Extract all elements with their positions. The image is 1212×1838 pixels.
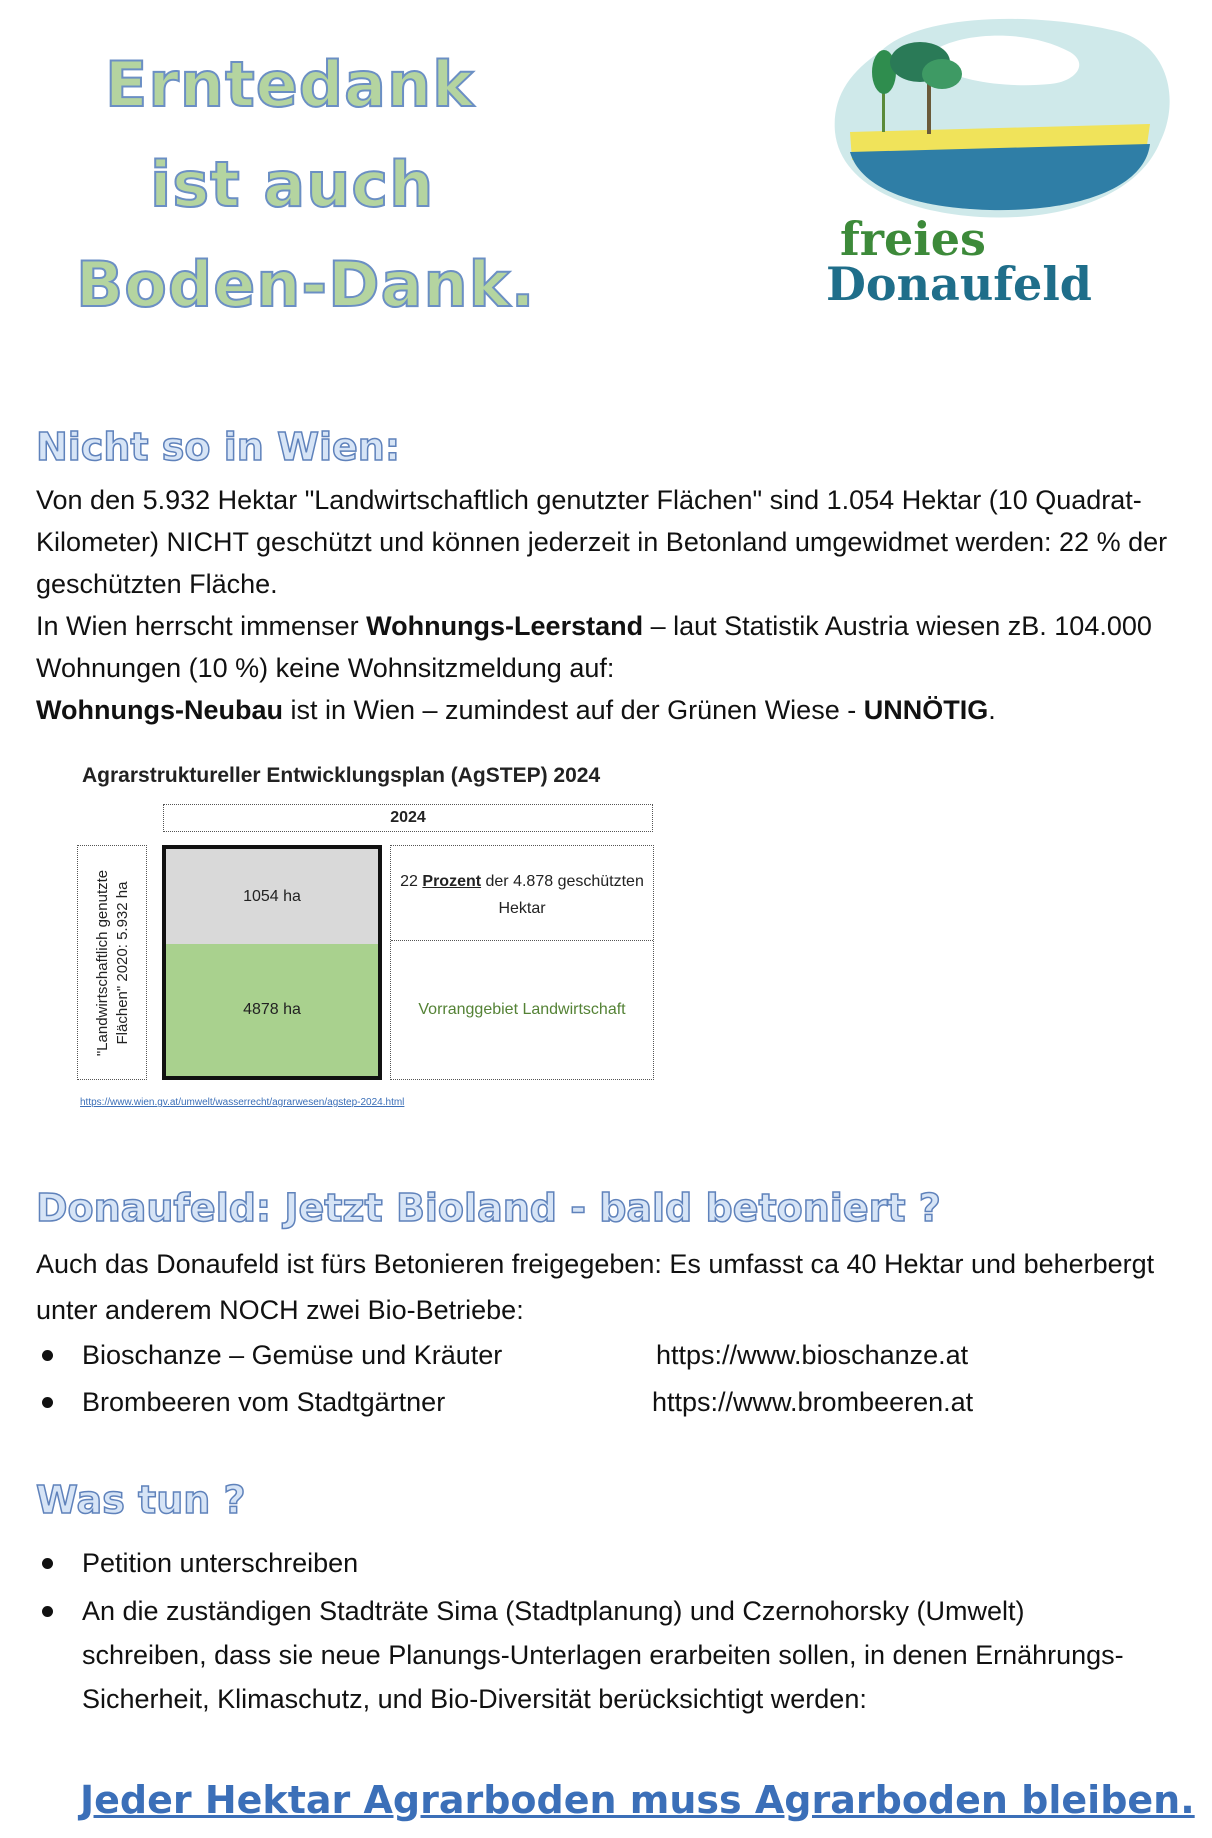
- title-line-2: ist auch: [150, 148, 435, 221]
- section2-list: [36, 1332, 1176, 1426]
- bullet-icon: [42, 1558, 53, 1569]
- logo-word-freies: freies: [840, 212, 986, 266]
- list-item: [36, 1332, 1176, 1379]
- section1-paragraph-2: In Wien herrscht immenser Wohnungs-Leerstand – laut Statistik Austria wiesen zB. 104.000 Wohnungen (10 %) keine Wohnsitzmeldung auf:: [36, 611, 1152, 683]
- section1-paragraph-3: Wohnungs-Neubau ist in Wien – zumindest auf der Grünen Wiese - UNNÖTIG.: [36, 695, 996, 725]
- chart-source-link[interactable]: https://www.wien.gv.at/umwelt/wasserrecht/agrarwesen/agstep-2024.html: [80, 1097, 405, 1108]
- chart-note-4878: Vorranggebiet Landwirtschaft: [418, 1001, 626, 1018]
- chart-side-label: "Landwirtschaftlich genutzte Flächen" 2020: 5.932 ha: [94, 869, 131, 1057]
- farm-name: Brombeeren vom Stadtgärtner: [82, 1387, 446, 1417]
- chart-side-label-box: [77, 845, 147, 1080]
- list-item: [36, 1379, 1176, 1426]
- chart-notes-box: [390, 845, 654, 1080]
- section3-heading: Was tun ?: [36, 1478, 246, 1522]
- chart-note-1054: 22 Prozent der 4.878 geschützten Hektar: [400, 873, 644, 917]
- farm-url[interactable]: https://www.brombeeren.at: [652, 1387, 974, 1417]
- logo-word-donaufeld: Donaufeld: [826, 257, 1092, 311]
- chart-bar-1054: 1054 ha: [166, 849, 378, 944]
- bullet-icon: [42, 1606, 53, 1617]
- title-line-1: Erntedank: [105, 48, 475, 121]
- action-text: Petition unterschreiben: [82, 1548, 359, 1578]
- list-item: [36, 1541, 1146, 1585]
- chart-bar-4878: 4878 ha: [166, 944, 378, 1076]
- section2-paragraph: Auch das Donaufeld ist fürs Betonieren freigegeben: Es umfasst ca 40 Hektar und beherbergt unter anderem NOCH zwei Bio-Betriebe:: [36, 1249, 1155, 1325]
- logo: [820, 12, 1180, 312]
- bullet-icon: [42, 1350, 53, 1361]
- farm-url[interactable]: https://www.bioschanze.at: [656, 1340, 969, 1370]
- chart-title: Agrarstruktureller Entwicklungsplan (AgSTEP) 2024: [82, 764, 601, 787]
- title-line-3: Boden-Dank.: [76, 248, 536, 321]
- section2-heading: Donaufeld: Jetzt Bioland - bald betoniert ?: [36, 1186, 941, 1230]
- call-to-action-link[interactable]: Jeder Hektar Agrarboden muss Agrarboden bleiben.: [80, 1778, 1195, 1822]
- section1-paragraph-1: Von den 5.932 Hektar "Landwirtschaftlich genutzter Flächen" sind 1.054 Hektar (10 Quadrat-Kilometer) NICHT geschützt und können jederzeit in Betonland umgewidmet werden: 22 % der geschützten Fläche.: [36, 485, 1168, 599]
- section1-heading: Nicht so in Wien:: [36, 425, 401, 469]
- chart-header: 2024: [163, 804, 653, 832]
- list-item: [36, 1589, 1146, 1721]
- farm-name: Bioschanze – Gemüse und Kräuter: [82, 1340, 503, 1370]
- section3-list: [36, 1541, 1146, 1721]
- chart-stack: [162, 845, 382, 1080]
- action-text: An die zuständigen Stadträte Sima (Stadtplanung) und Czernohorsky (Umwelt) schreiben, dass sie neue Planungs-Unterlagen erarbeiten sollen, in denen Ernährungs-Sicherheit, Klimaschutz, und Bio-Diversität berücksichtigt werden:: [82, 1596, 1124, 1714]
- logo-landscape-icon: [820, 12, 1180, 232]
- bullet-icon: [42, 1397, 53, 1408]
